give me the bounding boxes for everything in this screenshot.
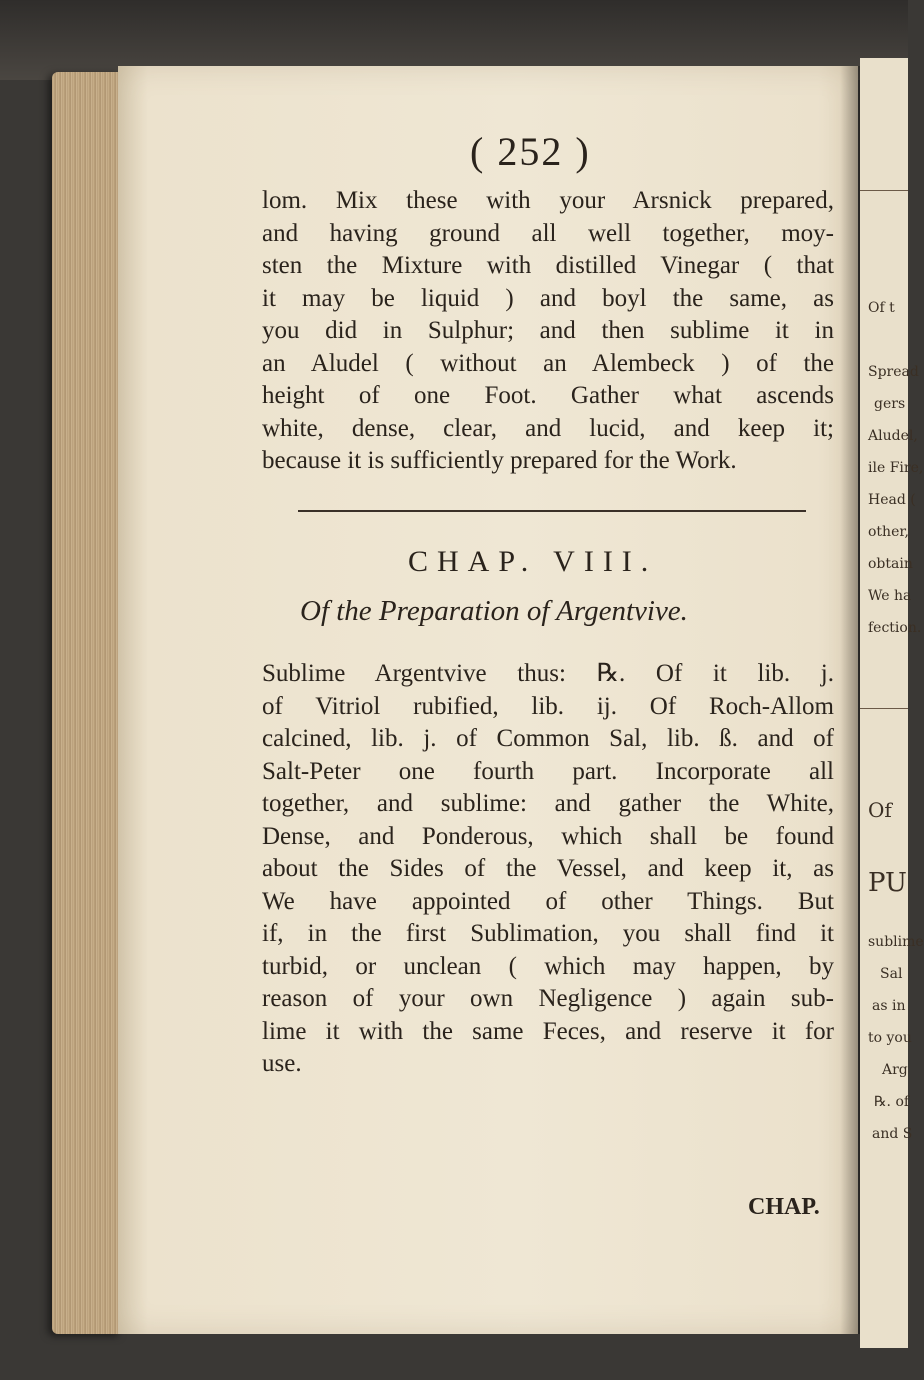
- text-line: if, in the first Sublimation, you shall find it: [262, 920, 834, 947]
- text-line: reason of your own Negligence ) again sub-: [262, 985, 834, 1012]
- text-line: it may be liquid ) and boyl the same, as: [262, 284, 834, 312]
- text-line: and having ground all well together, moy-: [262, 219, 834, 247]
- facing-fragment: obtain: [868, 556, 913, 572]
- page-number: ( 252 ): [470, 129, 591, 174]
- facing-page: [860, 58, 924, 1348]
- facing-fragment: Spread: [868, 364, 919, 380]
- text-line: about the Sides of the Vessel, and keep it, as: [262, 855, 834, 882]
- text-line: Salt-Peter one fourth part. Incorporate all: [262, 757, 834, 785]
- facing-fragment: gers: [874, 396, 906, 412]
- text-line: calcined, lib. j. of Common Sal, lib. ß. and of: [262, 725, 834, 752]
- facing-fragment: other,: [868, 524, 909, 540]
- chapter-subtitle: Of the Preparation of Argentvive.: [300, 595, 688, 627]
- facing-fragment: ile Fire,: [868, 460, 924, 476]
- facing-fragment: Sal: [880, 966, 903, 982]
- chapter-heading: CHAP. VIII.: [408, 545, 658, 578]
- text-line: use.: [262, 1050, 302, 1077]
- text-line: because it is sufficiently prepared for the Work.: [262, 447, 737, 474]
- text-line: an Aludel ( without an Alembeck ) of the: [262, 349, 834, 377]
- body-paragraph: [262, 658, 834, 1081]
- text-line: white, dense, clear, and lucid, and keep it;: [262, 414, 834, 442]
- facing-fragment: Of t: [868, 300, 895, 316]
- facing-fragment: to you: [868, 1030, 912, 1046]
- facing-fragment: sublime: [868, 934, 924, 950]
- facing-fragment: fection.: [868, 620, 922, 636]
- text-line: together, and sublime: and gather the White,: [262, 790, 834, 817]
- facing-fragment: Of: [868, 798, 892, 822]
- facing-fragment: as in: [872, 998, 906, 1014]
- text-line: We have appointed of other Things. But: [262, 887, 834, 915]
- facing-fragment: Arg: [882, 1062, 908, 1078]
- text-line: lom. Mix these with your Arsnick prepared,: [262, 187, 834, 214]
- facing-fragment: and S: [872, 1126, 913, 1142]
- facing-fragment: ℞. of: [874, 1094, 910, 1110]
- section-divider: [298, 510, 806, 512]
- facing-fragment: We ha: [868, 588, 912, 604]
- text-line: Sublime Argentvive thus: ℞. Of it lib. j.: [262, 660, 834, 687]
- text-line: Dense, and Ponderous, which shall be found: [262, 822, 834, 850]
- page-edges: [52, 72, 122, 1334]
- text-line: lime it with the same Feces, and reserve it for: [262, 1017, 834, 1045]
- facing-fragment: PU: [868, 868, 907, 898]
- top-paragraph: [262, 185, 834, 478]
- text-line: height of one Foot. Gather what ascends: [262, 382, 834, 409]
- text-line: turbid, or unclean ( which may happen, by: [262, 952, 834, 980]
- text-line: of Vitriol rubified, lib. ij. Of Roch-Allom: [262, 692, 834, 720]
- catchword: CHAP.: [748, 1194, 820, 1220]
- text-line: sten the Mixture with distilled Vinegar ( that: [262, 252, 834, 279]
- text-line: you did in Sulphur; and then sublime it in: [262, 317, 834, 344]
- gutter-shadow: [840, 66, 862, 1334]
- facing-fragment: Aludel,: [868, 428, 918, 444]
- facing-fragment: Head (: [868, 492, 916, 508]
